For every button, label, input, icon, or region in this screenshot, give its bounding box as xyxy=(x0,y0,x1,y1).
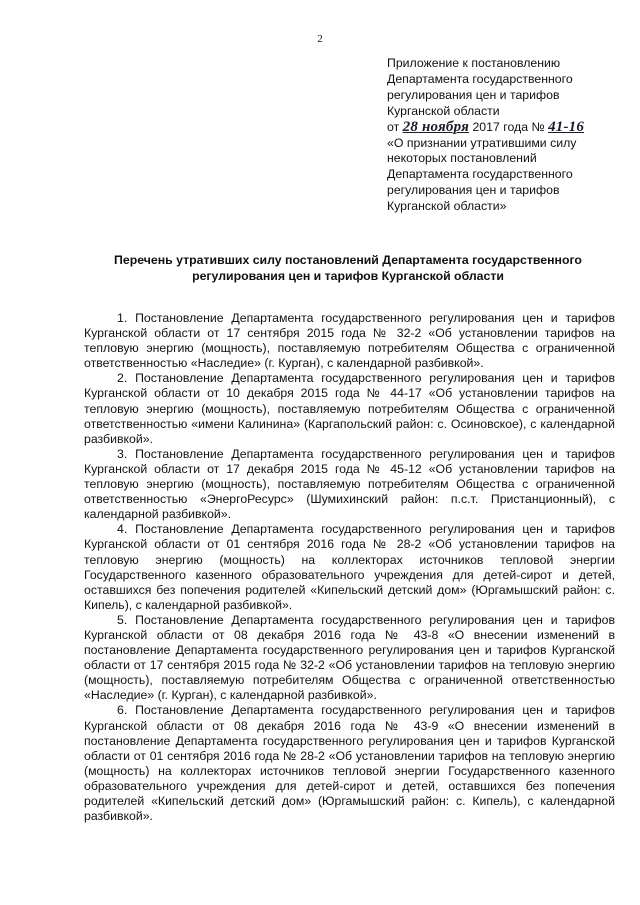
page-number: 2 xyxy=(317,33,323,45)
list-item: 5. Постановление Департамента государственного регулирования цен и тарифов Курганской области от 08 декабря 2016 года № 43-8 «О внесении изменений в постановление Департамента государственного регулирования цен и тарифов Курганской области от 17 сентября 2015 года № 32-2 «Об установлении тарифов на тепловую энергию (мощность), поставляемую потребителям Общества с ограниченной ответственностью «Наследие» (г. Курган), с календарной разбивкой». xyxy=(84,612,615,703)
appendix-subject-line: некоторых постановлений xyxy=(387,151,537,166)
appendix-line: регулирования цен и тарифов xyxy=(387,87,560,102)
appendix-subject-line: Департамента государственного xyxy=(387,167,573,182)
list-item: 2. Постановление Департамента государственного регулирования цен и тарифов Курганской области от 10 декабря 2015 года № 44-17 «Об установлении тарифов на тепловую энергию (мощность), поставляемую потребителям Общества с ограниченной ответственностью «имени Калинина» (Каргапольский район: с. Осиновское), с календарной разбивкой». xyxy=(84,371,615,446)
document-title xyxy=(60,252,636,284)
revoked-resolutions-list xyxy=(84,311,615,824)
list-item: 6. Постановление Департамента государственного регулирования цен и тарифов Курганской области от 08 декабря 2016 года № 43-9 «О внесении изменений в постановление Департамента государственного регулирования цен и тарифов Курганской области от 01 сентября 2016 года № 28-2 «Об установлении тарифов на тепловую энергию (мощность) на коллекторах источников тепловой энергии Государственного казенного образовательного учреждения для детей-сирот и детей, оставшихся без попечения родителей «Кипельский детский дом» (Юргамышский район: с. Кипель), с календарной разбивкой». xyxy=(84,703,615,824)
date-prefix: от xyxy=(387,119,400,134)
appendix-line: Курганской области xyxy=(387,103,500,118)
appendix-header xyxy=(387,56,637,215)
handwritten-date: 28 ноября xyxy=(402,118,470,135)
list-item: 3. Постановление Департамента государственного регулирования цен и тарифов Курганской области от 17 декабря 2015 года № 45-12 «Об установлении тарифов на тепловую энергию (мощность), поставляемую потребителям Общества с ограниченной ответственностью «ЭнергоРесурс» (Шумихинский район: п.с.т. Пристанционный), с календарной разбивкой». xyxy=(84,446,615,522)
handwritten-number: 41-16 xyxy=(548,118,585,135)
appendix-subject-line: Курганской области» xyxy=(387,199,507,214)
appendix-subject-line: «О признании утратившими силу xyxy=(387,135,577,150)
list-item: 4. Постановление Департамента государственного регулирования цен и тарифов Курганской области от 01 сентября 2016 года № 28-2 «Об установлении тарифов на тепловую энергию (мощность) на коллекторах источников тепловой энергии Государственного казенного образовательного учреждения для детей-сирот и детей, оставшихся без попечения родителей «Кипельский детский дом» (Юргамышский район: с. Кипель), с календарной разбивкой». xyxy=(84,522,615,612)
title-line: Перечень утративших силу постановлений Департамента государственного xyxy=(114,253,582,267)
appendix-date-line xyxy=(387,120,637,136)
date-year: 2017 года № xyxy=(472,119,545,134)
appendix-line: Приложение к постановлению xyxy=(387,56,561,70)
appendix-subject-line: регулирования цен и тарифов xyxy=(387,183,560,198)
list-item: 1. Постановление Департамента государственного регулирования цен и тарифов Курганской области от 17 сентября 2015 года № 32-2 «Об установлении тарифов на тепловую энергию (мощность), поставляемую потребителям Общества с ограниченной ответственностью «Наследие» (г. Курган), с календарной разбивкой». xyxy=(84,311,615,371)
title-line: регулирования цен и тарифов Курганской области xyxy=(192,269,504,283)
appendix-line: Департамента государственного xyxy=(387,71,573,86)
